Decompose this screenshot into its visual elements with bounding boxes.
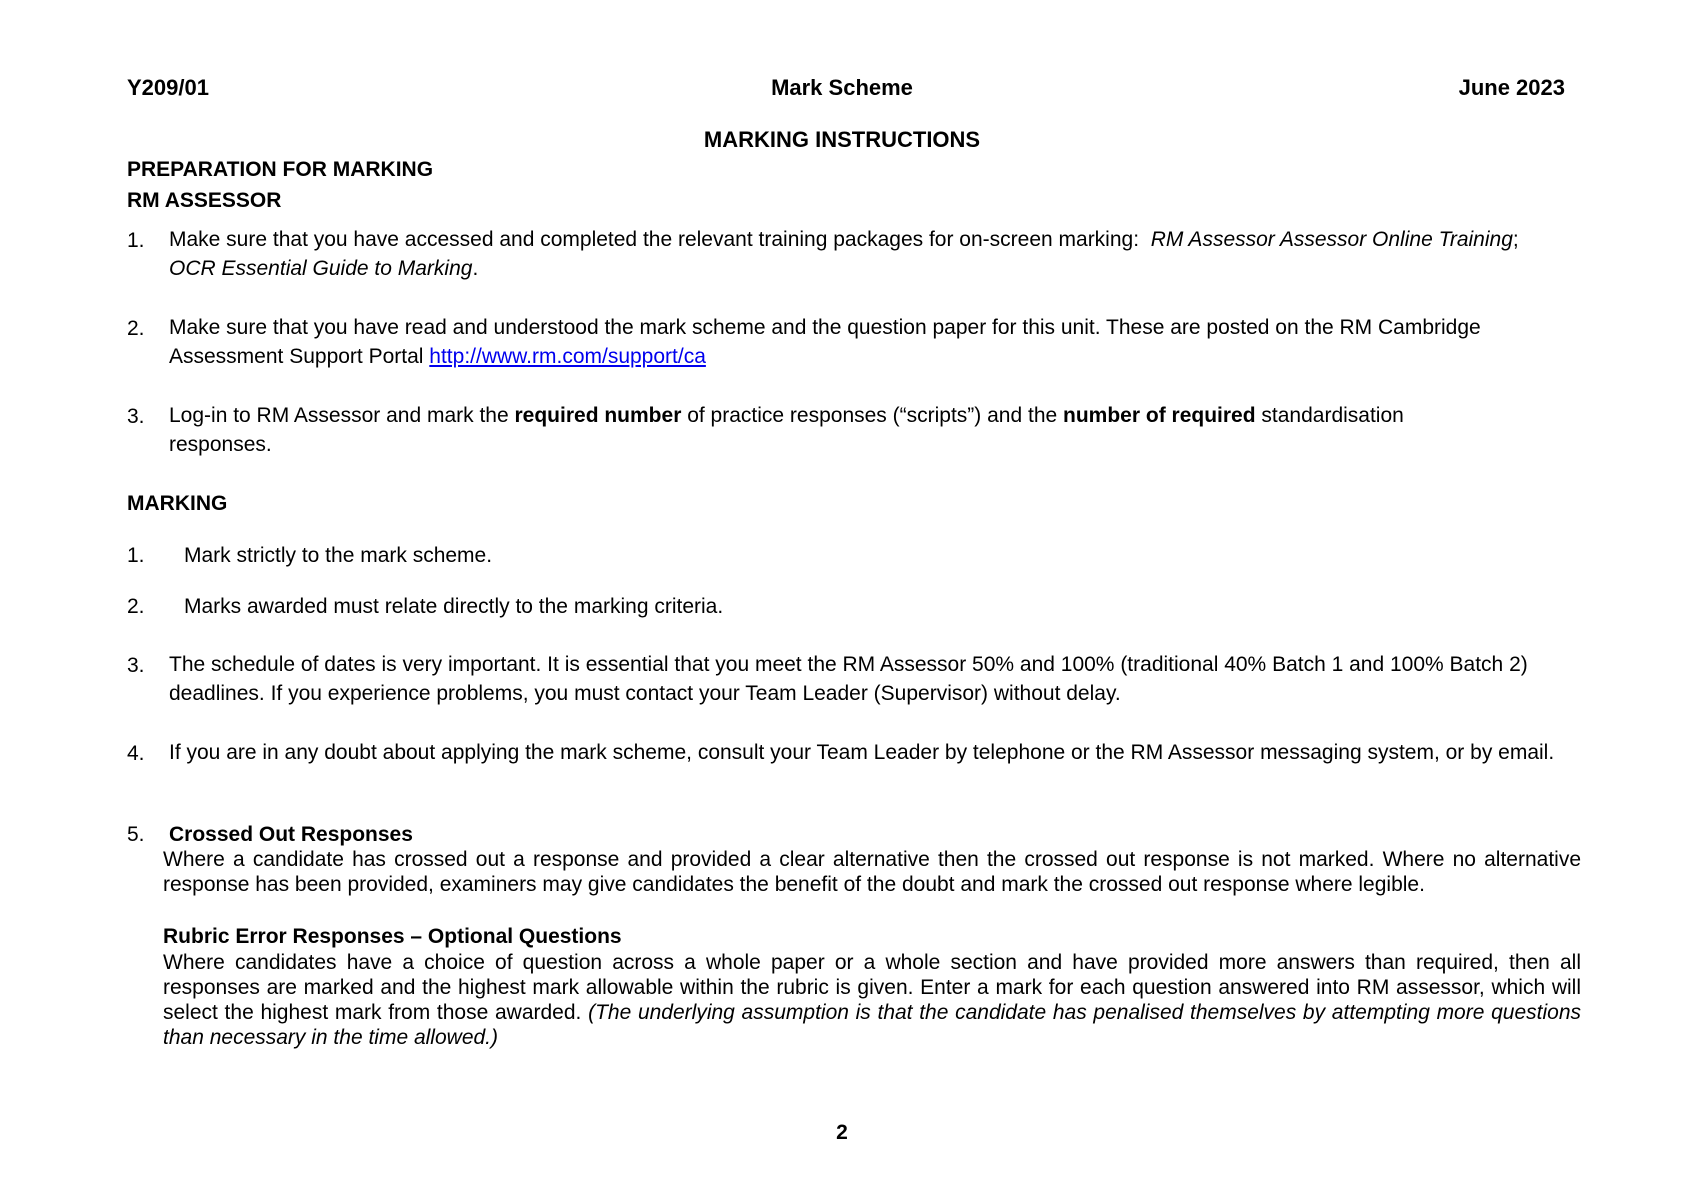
prep-item-1-text: Make sure that you have accessed and completed the relevant training packages for on-screen marking: — [169, 228, 1140, 251]
rubric-text: Where candidates have a choice of question across a whole paper or a whole section and have provided more answers than required, then all responses are marked and the highest mark allowable within the rubric is given. Enter a mark for each question answered into RM assessor, which will select the highest mark from those awarded. — [163, 951, 1581, 1024]
header-date: June 2023 — [1458, 75, 1565, 100]
main-title: MARKING INSTRUCTIONS — [703, 127, 981, 152]
prep-item-3-text-a: Log-in to RM Assessor and mark the — [169, 404, 515, 427]
marking-item-3-number: 3. — [127, 654, 145, 677]
crossed-out-heading: Crossed Out Responses — [169, 823, 413, 846]
rubric-italic-note: (The underlying assumption is that the candidate has penalised themselves by attempting more questions than necessary in the time allowed.) — [163, 1001, 1581, 1049]
page-number: 2 — [836, 1121, 848, 1144]
crossed-out-text: Where a candidate has crossed out a response and provided a clear alternative then the crossed out response is not marked. Where no alternative response has been provided, examiners may give candidates the benefit of the doubt and mark the crossed out response where legible. — [163, 848, 1581, 896]
prep-item-3-bold-a: required number — [514, 404, 682, 427]
support-portal-link[interactable]: http://www.rm.com/support/ca — [429, 345, 706, 368]
prep-item-3-text-c: standardisation responses. — [169, 404, 1404, 456]
marking-item-4-number: 4. — [127, 742, 145, 765]
prep-item-1-italic-b: OCR Essential Guide to Marking — [169, 257, 473, 280]
marking-item-1-number: 1. — [127, 544, 145, 567]
paper-code: Y209/01 — [127, 75, 209, 100]
prep-item-1-number: 1. — [127, 229, 145, 252]
marking-item-5-number: 5. — [127, 823, 145, 846]
marking-heading: MARKING — [127, 492, 228, 515]
rm-assessor-subheading: RM ASSESSOR — [127, 189, 282, 212]
prep-item-1-end: . — [472, 257, 479, 280]
marking-item-1-text: Mark strictly to the mark scheme. — [184, 544, 493, 567]
header-title: Mark Scheme — [771, 75, 913, 100]
prep-item-2-number: 2. — [127, 317, 145, 340]
rubric-paragraph — [163, 950, 1581, 1050]
marking-item-4-text: If you are in any doubt about applying the mark scheme, consult your Team Leader by telephone or the RM Assessor messaging system, or by email. — [169, 741, 1555, 764]
prep-item-3-number: 3. — [127, 405, 145, 428]
marking-item-2-text: Marks awarded must relate directly to the marking criteria. — [184, 595, 724, 618]
prep-item-2 — [169, 313, 1579, 371]
prep-item-3 — [169, 401, 1499, 459]
prep-item-1-sep: ; — [1512, 228, 1519, 251]
prep-item-2-text: Make sure that you have read and understood the mark scheme and the question paper for this unit. These are posted on the RM Cambridge Assessment Support Portal — [169, 316, 1481, 368]
preparation-heading: PREPARATION FOR MARKING — [127, 158, 434, 181]
marking-item-2-number: 2. — [127, 595, 145, 618]
prep-item-3-bold-b: number of required — [1063, 404, 1256, 427]
prep-item-1 — [169, 225, 1569, 283]
rubric-heading: Rubric Error Responses – Optional Questions — [163, 925, 622, 948]
marking-item-3-text: The schedule of dates is very important. It is essential that you meet the RM Assessor 50% and 100% (traditional 40% Batch 1 and 100% Batch 2) deadlines. If you experience problems, you must contact your Team Leader (Supervisor) without delay. — [169, 653, 1528, 705]
prep-item-3-text-b: of practice responses (“scripts”) and the — [681, 404, 1064, 427]
prep-item-1-italic-a: RM Assessor Assessor Online Training — [1150, 228, 1513, 251]
